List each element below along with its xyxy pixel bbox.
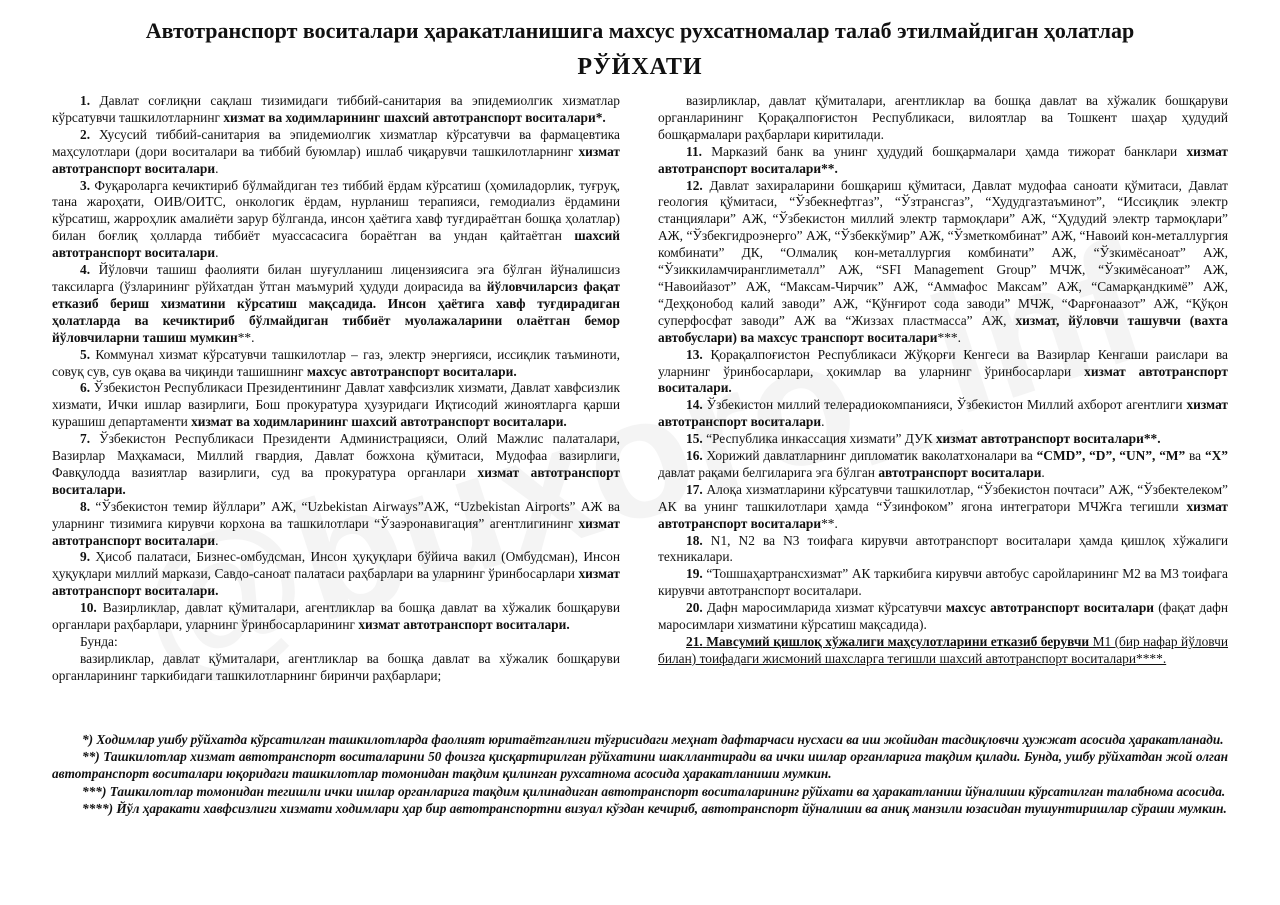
item-number: 10.: [80, 600, 97, 616]
item-tail: **.: [237, 329, 255, 345]
list-item-18: [658, 533, 1228, 567]
item-number: 12.: [686, 177, 703, 193]
item-text: Вазирликлар, давлат қўмиталари, агентликлар ва бошқа давлат ва хўжалик бошқаруви органлари раҳбарлари, уларнинг ўринбосарларининг: [52, 600, 620, 633]
item-text: Марказий банк ва унинг ҳудудий бошқармалари ҳамда тижорат банклари: [702, 143, 1187, 159]
item-text: “Ўзбекистон темир йўллари” АЖ, “Uzbekistan Airways”АЖ, “Uzbekistan Airports” АЖ ва уларнинг тизимига кирувчи корхона ва ташкилотлари “Ўзаэронавигация” агентлигининг: [52, 498, 620, 531]
list-item-15: [658, 431, 1228, 448]
item-text: Ўзбекистон миллий телерадиокомпанияси, Ўзбекистон Миллий ахборот агентлиги: [702, 397, 1187, 413]
list-item-10: [52, 600, 620, 634]
item-number: 2.: [80, 126, 91, 142]
item-text-mid: ва: [1185, 448, 1205, 464]
list-item-21: [658, 634, 1228, 668]
list-item-4: [52, 262, 620, 347]
list-item-14: [658, 397, 1228, 431]
item-bold-text: хизмат автотранспорт воситалари: [658, 363, 1228, 396]
item-text: “Тошшаҳартрансхизмат” АК таркибига кирувчи автобус саройларининг М2 ва М3 тоифага кирувчи автотранспорт воситалари.: [658, 566, 1228, 599]
item-tail: ***.: [937, 329, 961, 345]
item-tail: .: [563, 414, 567, 430]
item-text: Алоқа хизматларини кўрсатувчи ташкилотлар, “Ўзбекистон почтаси” АЖ, “Ўзбектелеком” АК ва унинг ташкилотлари ҳамда “Ўзинфоком” ягона интегратори МЧЖга тегишли: [658, 481, 1228, 514]
item-bold-text: хизмат автотранспорт воситалари: [658, 143, 1228, 176]
item-tail: .: [513, 363, 517, 379]
plate-codes: “CMD”, “D”, “UN”, “M”: [1036, 448, 1186, 464]
item-bold-text: хизмат, йўловчи ташувчи (вахта автобуслари) ва махсус транспорт воситалари: [658, 312, 1228, 345]
item-bold-text: махсус автотранспорт воситалари: [945, 600, 1155, 616]
item-text: Дафн маросимларида хизмат кўрсатувчи: [702, 600, 946, 616]
item-number: 18.: [686, 532, 703, 548]
bunda-label: Бунда:: [80, 634, 118, 649]
footnotes: [52, 731, 1228, 817]
right-column: [658, 93, 1228, 668]
document-title: Автотранспорт воситалари ҳаракатланишига махсус рухсатномалар талаб этилмайдиган ҳолатлар: [145, 18, 1135, 43]
item-text: Қорақалпоғистон Республикаси Жўқорғи Кенгеси ва Вазирлар Кенгаши раислари ва уларнинг ўринбосарлари, ҳокимлар ва уларнинг ўринбосарлари: [658, 346, 1228, 379]
item-text: “Республика инкассация хизмати” ДУК: [702, 431, 936, 447]
item-bold-text: хизмат автотранспорт воситалари: [658, 397, 1228, 430]
item-text: N1, N2 ва N3 тоифага кирувчи автотранспорт воситалари ҳамда қишлоқ хўжалиги техникалари.: [658, 532, 1228, 565]
list-item-17: [658, 482, 1228, 533]
item-bold-text: шахсий автотранспорт воситалари: [52, 228, 620, 261]
item-number: 14.: [686, 397, 703, 413]
list-item-9: [52, 549, 620, 600]
item-text: Ўзбекистон Республикаси Президенти Администрацияси, Олий Мажлис палаталари, Вазирлар Маҳкамаси, Миллий гвардия, Давлат божхона қўмитаси, Мудофаа вазирлиги, Фавқулодда вазиятлар вазирлиги, суд ва прокуратура органлари: [52, 431, 620, 480]
item-text: Хусусий тиббий-санитария ва эпидемиолгик хизматлар кўрсатувчи ва фармацевтика маҳсулотлари (дори воситалари ва тиббий буюмлар) ишлаб чиқарувчи ташкилотларнинг: [52, 126, 620, 159]
list-item-12: [658, 178, 1228, 347]
list-item-3: [52, 178, 620, 263]
document-subtitle: РЎЙХАТИ: [577, 54, 703, 80]
item-bold-text: автотранспорт воситалари: [878, 464, 1042, 480]
item-number: 4.: [80, 262, 91, 278]
item-number: 19.: [686, 566, 703, 582]
item-bold-text: махсус автотранспорт воситалари: [306, 363, 514, 379]
item-text: Давлат захираларини бошқариш қўмитаси, Давлат мудофаа саноати қўмитаси, Давлат геология қўмитаси, “Ўзбекнефтгаз”, “Ўзтрансгаз”, “Худудгазтаъминот”, “Иссиқлик электр станциялари” АЖ, “Ўзбекистон миллий электр тармоқлари” АЖ, “Ҳудудий электр тармоқлари” АЖ, “Ўзбекгидроэнерго” АЖ, “Ўзбеккўмир” АЖ, “Ўзметкомбинат” АЖ, “Навоий кон-металлургия комбинати” ДК, “Олмалиқ кон-металлургия комбинати” АЖ, “Ўзкимёсаноат” АЖ, “Ўзиккиламчиранглиметалл” АЖ, “SFI Management Group” МЧЖ, “Ўзкимёсаноат” АЖ, “Навоийазот” АЖ, “Максам-Чирчик” АЖ, “Аммафос Максам” АЖ, “Самарқандкимё” АЖ, “Деҳқонобод калий заводи” АЖ, “Қўнғирот сода заводи” МЧЖ, “Фарғонаазот” АЖ, “Қўқон суперфосфат заводи” АЖ ва “Жиззах пластмасса” АЖ,: [658, 177, 1228, 328]
item-bold-text: хизмат автотранспорт воситалари: [52, 464, 620, 497]
item-number: 13.: [686, 346, 703, 362]
item-bold-text: хизмат автотранспорт воситалари: [935, 431, 1144, 447]
item-number: 1.: [80, 93, 91, 108]
item-tail: .: [821, 414, 825, 430]
item-number: 15.: [686, 431, 703, 447]
footnote-1: *) Ходимлар ушбу рўйхатда кўрсатилган ташкилотларда фаолият юритаётганлиги тўғрисидаги меҳнат дафтарчаси нусхаси ва иш жойидан тасдиқловчи ҳужжат асосида ҳаракатланади.: [82, 732, 1224, 747]
left-column: [52, 93, 620, 685]
item-number: 21.: [686, 634, 703, 649]
list-item-8: [52, 499, 620, 550]
item-number: 17.: [686, 481, 703, 497]
item-bold-text: хизмат автотранспорт воситалари: [658, 498, 1228, 531]
item-number: 9.: [80, 549, 91, 565]
item-number: 20.: [686, 600, 703, 616]
list-item-16: [658, 448, 1228, 482]
item-tail: **.: [1143, 431, 1161, 447]
list-item-20: [658, 600, 1228, 634]
item-tail: .: [215, 532, 219, 548]
item-bold-text: Мавсумий қишлоқ хўжалиги маҳсулотларини етказиб берувчи: [706, 634, 1090, 649]
continuation-text: вазирликлар, давлат қўмиталари, агентликлар ва бошқа давлат ва хўжалик бошқаруви органларининг Қорақалпоғистон Республикаси, вилоятлар ва Тошкент шаҳар ҳудудий бошқармалари раҳбарлари киритилади.: [658, 93, 1228, 142]
item-bold-text: йўловчиларсиз фақат етказиб бериш хизматини кўрсатиш мақсадида. Инсон ҳаётига хавф туғдирадиган ҳолатларда ва кечиктириб бўлмайдиган тиббиёт муолажаларини олаётган бемор йўловчиларни ташиш мумкин: [52, 278, 620, 345]
list-item-5: [52, 347, 620, 381]
item-bold-text: хизмат автотранспорт воситалари.: [52, 566, 620, 599]
item-tail: .: [215, 245, 219, 261]
item-number: 5.: [80, 346, 91, 362]
list-item-6: [52, 380, 620, 431]
item-text: Фуқароларга кечиктириб бўлмайдиган тез тиббий ёрдам кўрсатиш (ҳомиладорлик, туғруқ, тана жароҳати, ОИВ/ОИТС, онкологик ёрдам, нурланиш терапияси, гемодиализ ёрдамини кўрсатиш, жарроҳлик амалиёти зарур бўлганда, инсон ҳаётига хавф туғдираётган бошқа ҳолатлар) билан боғлиқ ҳолларда тиббиёт муассасасига бораётган ва ундан қайтаётган: [52, 177, 620, 244]
item-bold-text: хизмат ва ходимларининг шахсий автотранспорт воситалари: [191, 414, 564, 430]
item-tail: **.: [821, 160, 838, 176]
item-bold-text: хизмат автотранспорт воситалари: [52, 143, 620, 176]
item-text: Йўловчи ташиш фаолияти билан шуғулланиш лицензиясига эга бўлган йўналишсиз таксиларга (ўзларининг рўйхатдан ўтган маъмурий ҳудуди доирасида ва: [52, 262, 620, 294]
item-text: Ҳисоб палатаси, Бизнес-омбудсман, Инсон ҳуқуқлари бўйича вакил (Омбудсман), Инсон ҳуқуқлари миллий маркази, Савдо-санoат палатаси раҳбарлари ва уларнинг ўринбосарлари: [52, 549, 620, 582]
list-item-2: [52, 127, 620, 178]
item-text-2: давлат рақами белгиларига эга бўлган: [658, 464, 879, 480]
item-number: 6.: [80, 380, 91, 396]
item-bold-text: хизмат автотранспорт воситалари: [52, 515, 620, 548]
list-item-1: [52, 93, 620, 127]
item-tail: **.: [821, 515, 838, 531]
footnote-2: **) Ташкилотлар хизмат автотранспорт воситаларини 50 фоизга қисқартирилган рўйхатини шакллантиради ва ички ишлар органларига тақдим қилади. Бунда, ушбу рўйхатдан жой олган автотранспорт воситалари юқоридаги ташкилотлар томонидан тақдим қилинган рухсатнома асосида ҳаракатланиши мумкин.: [52, 749, 1228, 782]
item-text: Ўзбекистон Республикаси Президентининг Давлат хавфсизлик хизмати, Давлат хавфсизлик хизмати, Ички ишлар вазирлиги, Бош прокуратура ҳузуридаги Иқтисодий жиноятларга қарши курашиш департаменти: [52, 380, 620, 430]
footnote-4: ****) Йўл ҳаракати хавфсизлиги хизмати ходимлари ҳар бир автотранспортни визуал кўздан кечириб, автотранспорт йўналиши ва аниқ манзили юзасидан тушунтиришлар сўраши мумкин.: [82, 800, 1227, 816]
item-number: 11.: [686, 143, 702, 159]
item-number: 8.: [80, 498, 91, 514]
item-number: 7.: [80, 431, 91, 447]
item-number: 16.: [686, 448, 703, 464]
footnote-3: ***) Ташкилотлар томонидан тегишли ички ишлар органларига тақдим қилинадиган автотранспорт воситаларининг рўйхати ва ҳаракатланиш йўналиши кўрсатилган талабнома асосида.: [82, 783, 1226, 799]
item-text: Хорижий давлатларнинг дипломатик ваколатхоналари ва: [702, 448, 1037, 464]
item-bold-text: хизмат автотранспорт воситалари.: [358, 617, 570, 633]
item-bold-text: хизмат ва ходимларининг шахсий автотранспорт воситалари: [223, 109, 596, 125]
item-tail: *.: [595, 109, 606, 125]
item-number: 3.: [80, 177, 91, 193]
list-item-13: [658, 347, 1228, 398]
item-text: М1 (бир нафар йўловчи билан) тоифадаги жисмоний шахсларга тегишли шахсий автотранспорт воситалари****.: [658, 634, 1228, 666]
item-text: Давлат соғлиқни сақлаш тизимидаги тиббий-санитария ва эпидемиолгик хизматлар кўрсатувчи ташкилотларнинг: [52, 93, 620, 125]
item-tail: .: [122, 481, 126, 497]
item-tail: .: [728, 380, 732, 396]
item-text: Коммунал хизмат кўрсатувчи ташкилотлар – газ, электр энергияси, иссиқлик таъминоти, совуқ сув, сув оқава ва чиқинди ташишнинг: [52, 346, 620, 379]
plate-code-x: “X”: [1204, 448, 1228, 464]
list-item-19: [658, 566, 1228, 600]
item-tail: (фақат дафн маросимлари хизматини кўрсатиш мақсадида).: [658, 600, 1228, 633]
bunda-text: вазирликлар, давлат қўмиталари, агентликлар ва бошқа давлат ва хўжалик бошқаруви органларининг таркибидаги ташкилотларнинг биринчи раҳбарлари;: [52, 650, 620, 683]
list-item-7: [52, 431, 620, 499]
item-tail: .: [1041, 464, 1045, 480]
item-tail: .: [215, 160, 219, 176]
list-item-11: [658, 144, 1228, 178]
